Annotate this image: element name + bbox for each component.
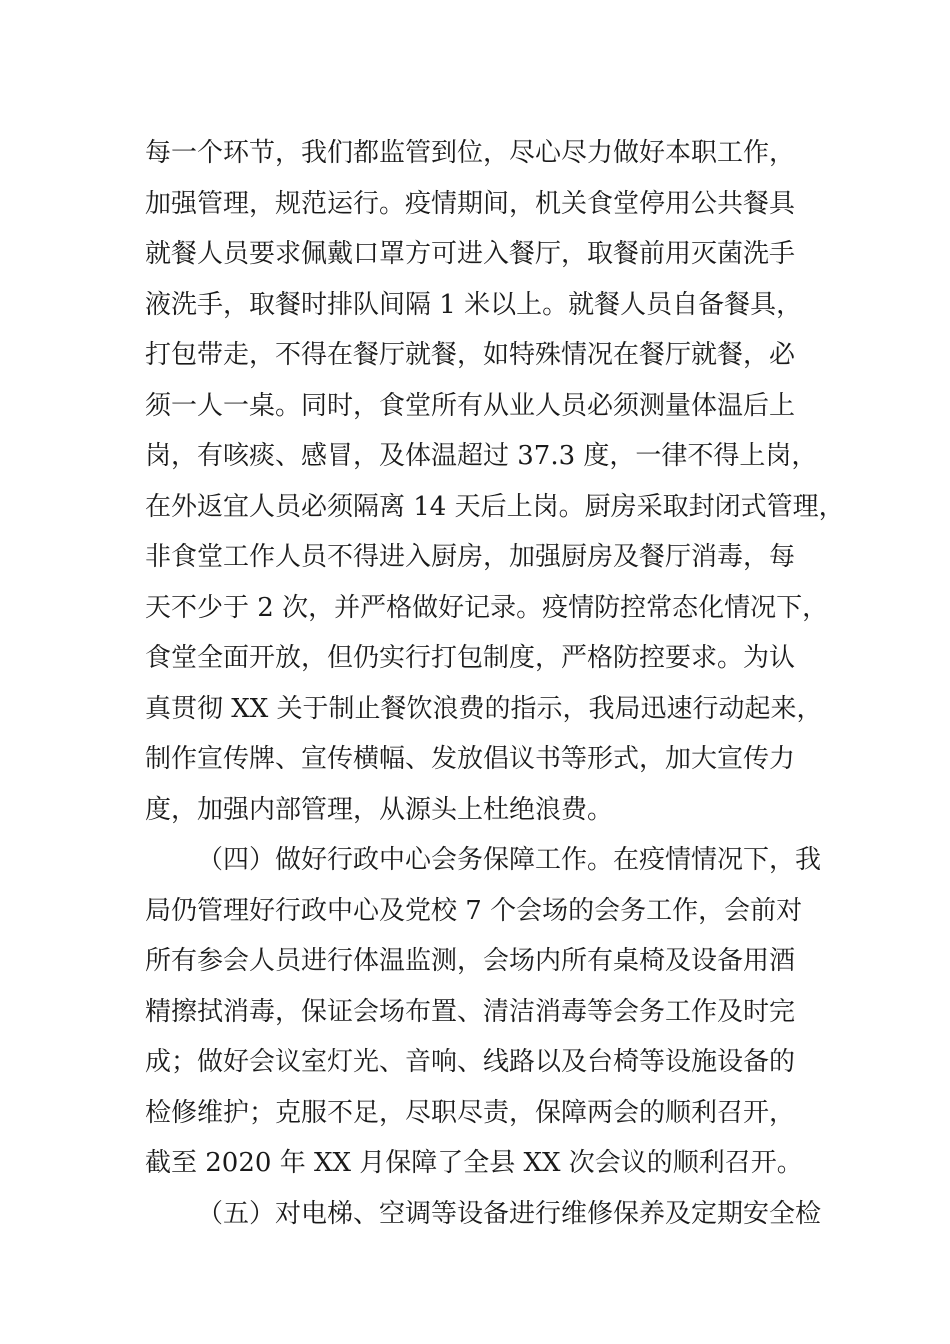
- text-line: 度，加强内部管理，从源头上杜绝浪费。: [145, 794, 614, 825]
- text-line: 所有参会人员进行体温监测，会场内所有桌椅及设备用酒: [145, 946, 796, 976]
- text-line: 局仍管理好行政中心及党校 7 个会场的会务工作，会前对: [145, 895, 803, 926]
- text-line: 加强管理，规范运行。疫情期间，机关食堂停用公共餐具: [145, 188, 796, 219]
- text-line: 天不少于 2 次，并严格做好记录。疫情防控常态化情况下，: [145, 592, 829, 623]
- text-line: 液洗手，取餐时排队间隔 1 米以上。就餐人员自备餐具，: [145, 289, 803, 320]
- text-line: 成；做好会议室灯光、音响、线路以及台椅等设施设备的: [145, 1047, 796, 1077]
- text-line: 检修维护；克服不足，尽职尽责，保障两会的顺利召开，: [145, 1097, 796, 1128]
- text-line: 非食堂工作人员不得进入厨房，加强厨房及餐厅消毒，每: [145, 542, 796, 572]
- text-line: 在外返宜人员必须隔离 14 天后上岗。厨房采取封闭式管理，: [145, 491, 845, 522]
- text-line: 食堂全面开放，但仍实行打包制度，严格防控要求。为认: [145, 643, 796, 673]
- text-line: 岗，有咳痰、感冒，及体温超过 37.3 度，一律不得上岗，: [145, 441, 818, 471]
- body-text: [145, 128, 845, 1239]
- text-line: 截至 2020 年 XX 月保障了全县 XX 次会议的顺利召开。: [145, 1148, 803, 1178]
- text-line: 精擦拭消毒，保证会场布置、清洁消毒等会务工作及时完: [145, 996, 796, 1027]
- text-line: 制作宣传牌、宣传横幅、发放倡议书等形式，加大宣传力: [145, 744, 796, 774]
- section-heading-line: （四）做好行政中心会务保障工作。在疫情情况下，我: [197, 845, 822, 875]
- text-line: 打包带走，不得在餐厅就餐，如特殊情况在餐厅就餐，必: [145, 340, 796, 370]
- text-line: 就餐人员要求佩戴口罩方可进入餐厅，取餐前用灭菌洗手: [145, 239, 796, 269]
- text-line: 须一人一桌。同时，食堂所有从业人员必须测量体温后上: [145, 390, 796, 421]
- text-line: 真贯彻 XX 关于制止餐饮浪费的指示，我局迅速行动起来，: [145, 693, 823, 724]
- text-line: 每一个环节，我们都监管到位，尽心尽力做好本职工作，: [145, 138, 796, 168]
- section-heading-line: （五）对电梯、空调等设备进行维修保养及定期安全检: [197, 1198, 822, 1229]
